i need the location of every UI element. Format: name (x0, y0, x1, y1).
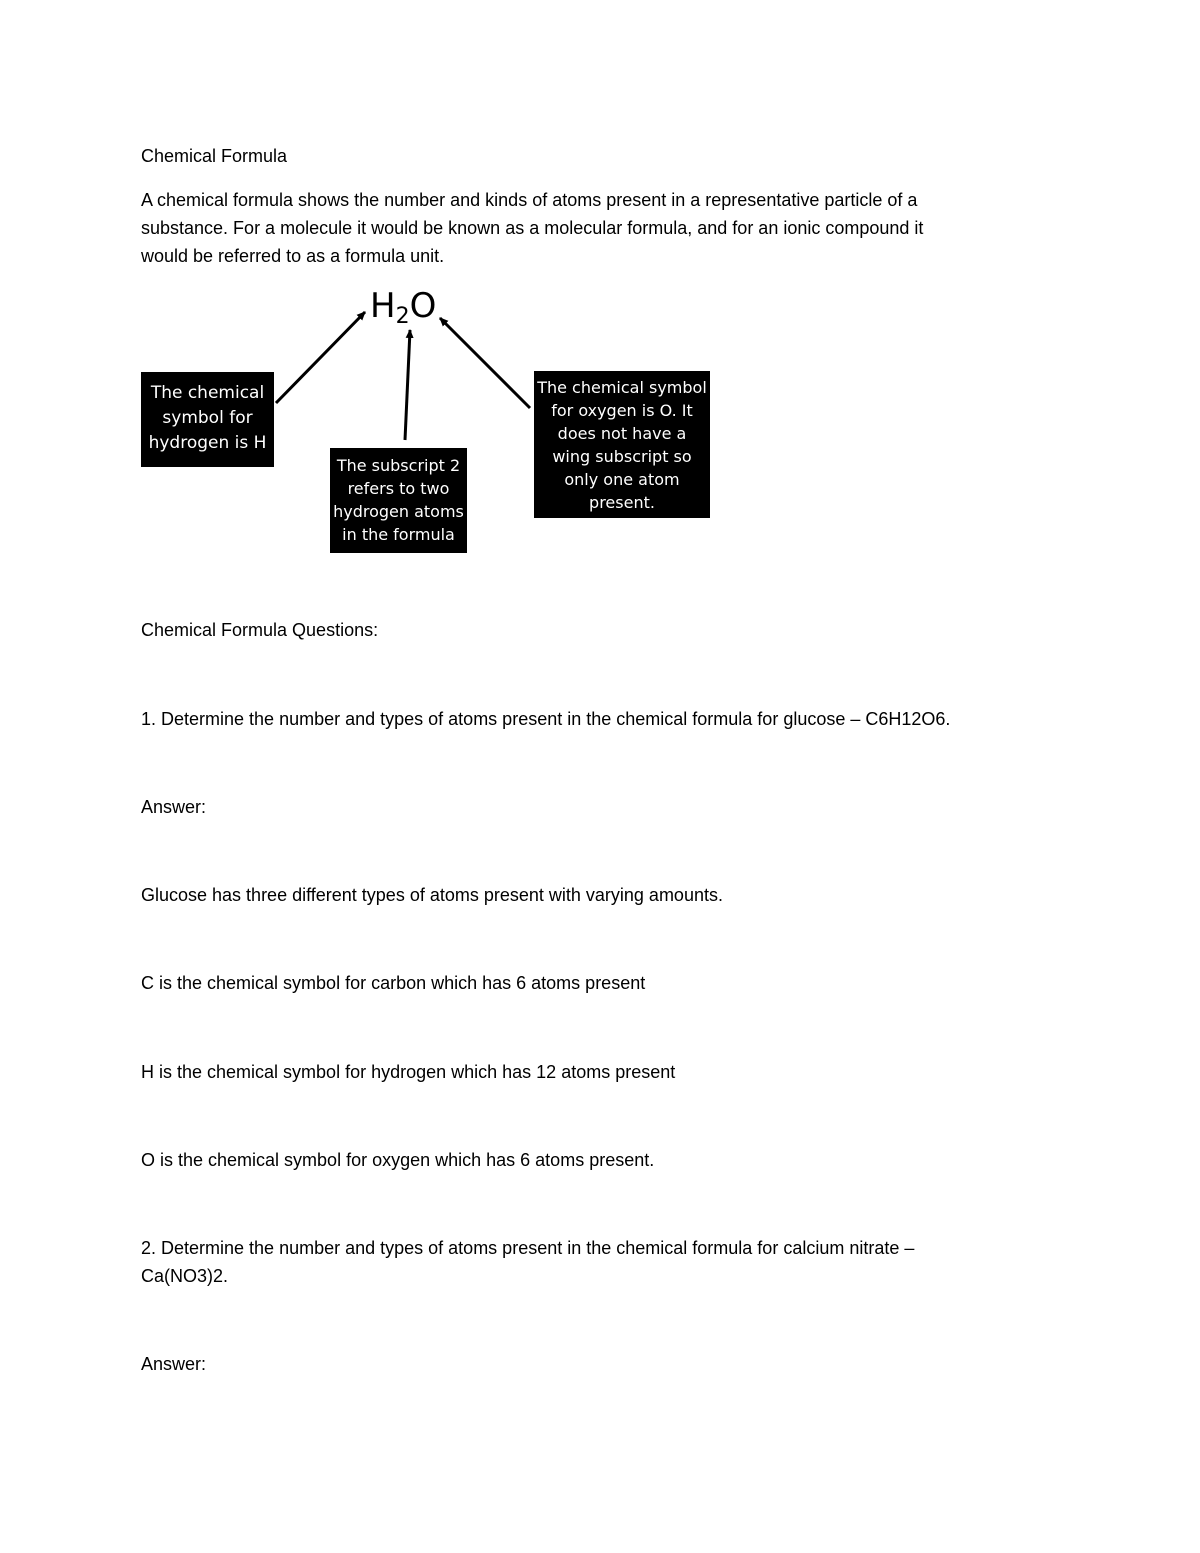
arrow-hydrogen (276, 312, 365, 403)
label-subscript-box: The subscript 2 refers to two hydrogen atoms in the formula (330, 448, 467, 553)
arrow-subscript (405, 330, 410, 440)
question-1: 1. Determine the number and types of atoms present in the chemical formula for glucose – C6H12O6. (141, 709, 951, 729)
h2o-diagram (0, 0, 1200, 600)
label-hydrogen-box: The chemical symbol for hydrogen is H (141, 372, 274, 467)
arrow-oxygen (440, 318, 530, 408)
answer-1-intro: Glucose has three different types of atoms present with varying amounts. (141, 885, 723, 905)
answer-1-carbon: C is the chemical symbol for carbon which has 6 atoms present (141, 973, 646, 993)
questions-heading: Chemical Formula Questions: (141, 620, 379, 640)
intro-line-2: substance. For a molecule it would be known as a molecular formula, and for an ionic compound it (141, 218, 924, 238)
answer-1-label: Answer: (141, 797, 207, 817)
document-title: Chemical Formula (141, 146, 288, 166)
formula-subscript: 2 (395, 304, 410, 329)
answer-1-hydrogen: H is the chemical symbol for hydrogen which has 12 atoms present (141, 1062, 676, 1082)
answer-1-oxygen: O is the chemical symbol for oxygen which has 6 atoms present. (141, 1150, 655, 1170)
question-2-line-2: Ca(NO3)2. (141, 1266, 229, 1286)
intro-line-3: would be referred to as a formula unit. (141, 246, 445, 266)
answer-2-label: Answer: (141, 1354, 207, 1374)
question-2-line-1: 2. Determine the number and types of atoms present in the chemical formula for calcium nitrate – (141, 1238, 915, 1258)
h2o-formula: $H_2O$ (370, 286, 437, 329)
label-oxygen-box: The chemical symbol for oxygen is O. It does not have a wing subscript so only one atom present. (534, 371, 710, 518)
intro-line-1: A chemical formula shows the number and kinds of atoms present in a representative particle of a (141, 190, 918, 210)
